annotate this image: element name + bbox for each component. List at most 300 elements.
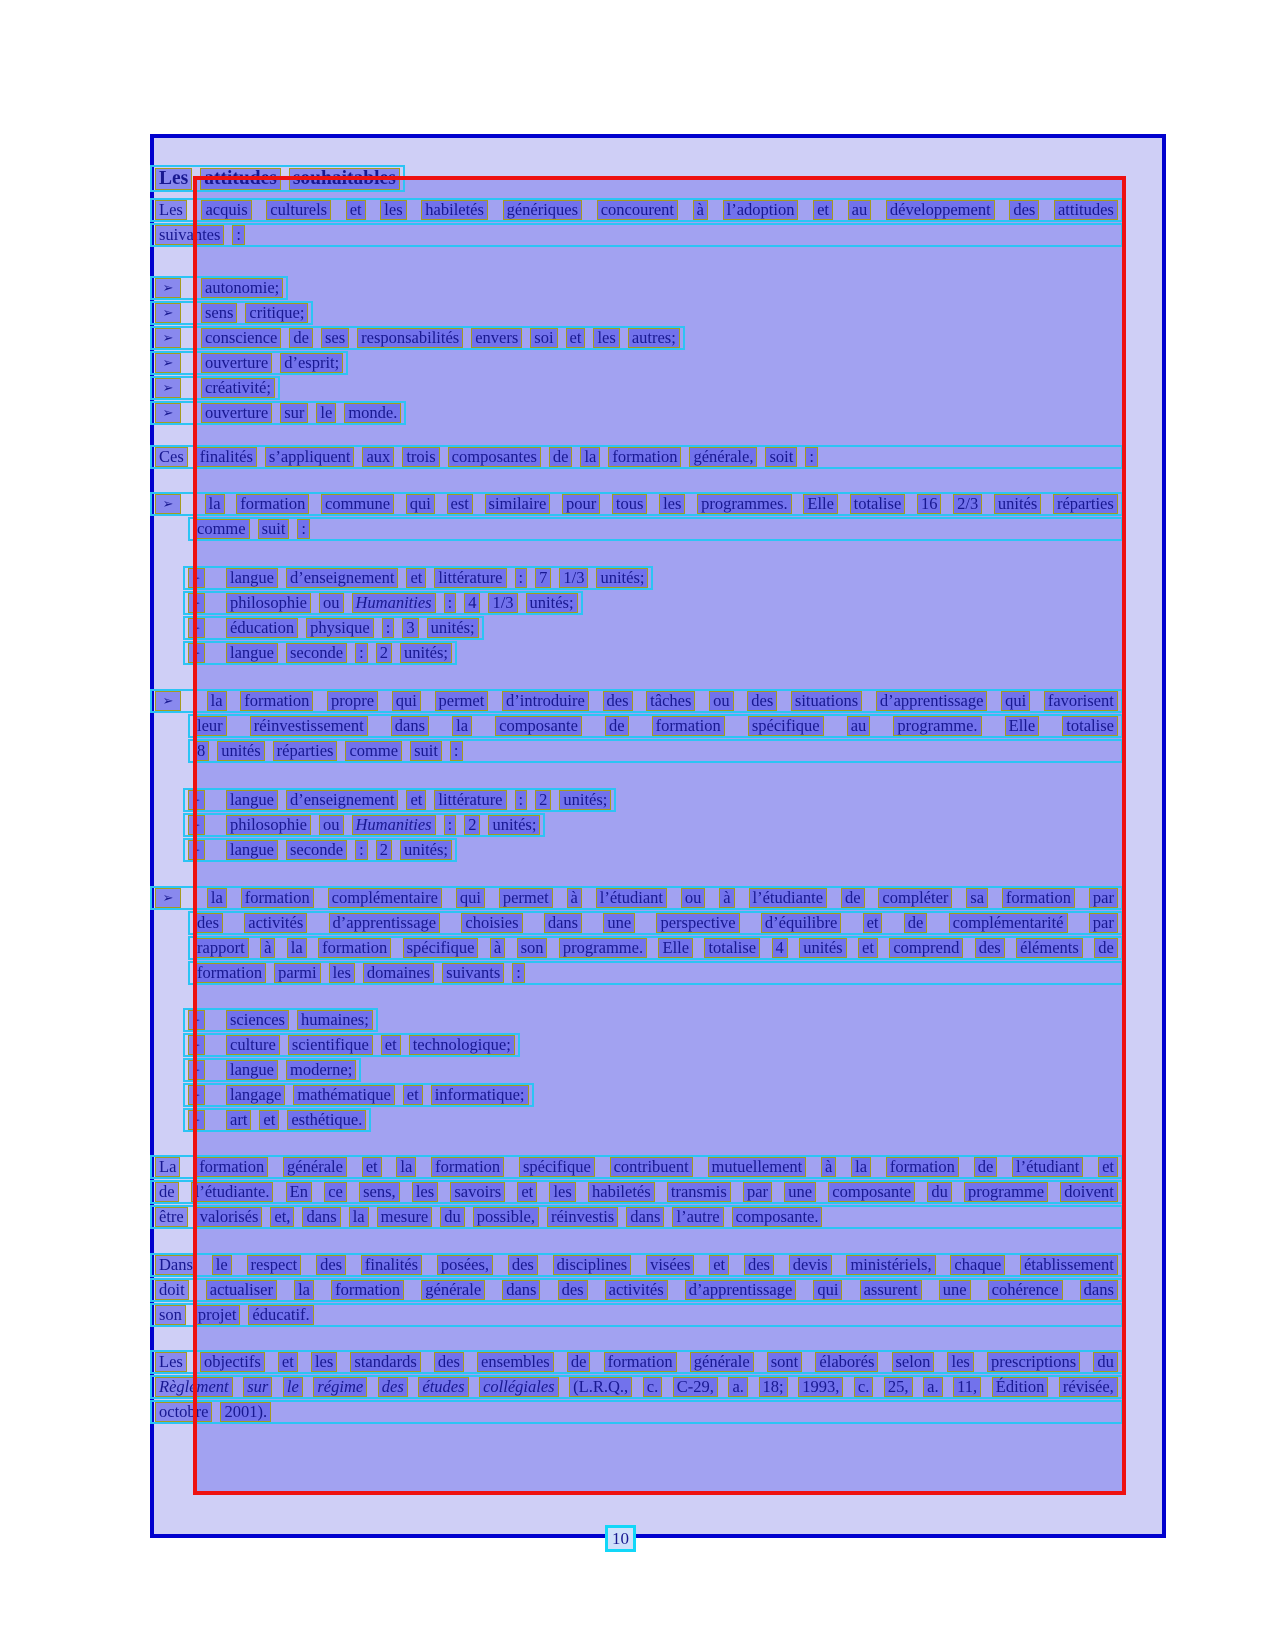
word-box: totalise	[704, 938, 760, 958]
word-box: permet	[435, 691, 489, 711]
word-box: 1/3	[488, 593, 517, 613]
text-line	[183, 591, 583, 615]
word-box: unités;	[427, 618, 479, 638]
word-box: et	[566, 328, 586, 348]
text-line	[150, 445, 1123, 469]
text-line	[150, 1180, 1123, 1204]
bullet-arrow-icon: ➢	[155, 353, 181, 373]
word-box: programme.	[893, 716, 981, 736]
word-box: habiletés	[421, 200, 488, 220]
text-line	[183, 813, 545, 837]
word-box: unités	[799, 938, 846, 958]
word-box: ou	[681, 888, 706, 908]
word-box: son	[155, 1305, 186, 1325]
block-objectifs	[150, 1350, 1123, 1425]
word-box: Humanities	[352, 593, 436, 613]
word-box: formation	[195, 1157, 268, 1177]
page-number-badge	[605, 1525, 636, 1552]
word-box: formation	[331, 1280, 404, 1300]
word-box: suivantes	[155, 225, 224, 245]
word-box: C-29,	[673, 1377, 718, 1397]
word-box: qui	[406, 494, 435, 514]
word-box: formation	[240, 691, 313, 711]
word-box: et	[1098, 1157, 1118, 1177]
word-box: la	[349, 1207, 369, 1227]
text-line	[183, 1108, 371, 1132]
word-box: rapport	[193, 938, 249, 958]
word-box: à	[719, 888, 734, 908]
word-box: (L.R.Q.,	[569, 1377, 632, 1397]
word-box: la	[207, 888, 227, 908]
word-box: activités	[244, 913, 307, 933]
word-box: développement	[886, 200, 995, 220]
block-propre-list	[183, 788, 616, 863]
bullet-arrow-icon: ➢	[188, 618, 205, 638]
word-box: tous	[612, 494, 648, 514]
word-box: des	[316, 1255, 346, 1275]
word-box: complémentarité	[949, 913, 1068, 933]
word-box: composante	[495, 716, 582, 736]
text-line	[150, 223, 1123, 247]
word-box: acquis	[201, 200, 251, 220]
word-box: :	[515, 790, 528, 810]
word-box: et	[406, 790, 426, 810]
word-box: savoirs	[450, 1182, 505, 1202]
word-box: dans	[391, 716, 429, 736]
word-box: unités;	[400, 643, 452, 663]
word-box: :	[355, 643, 368, 663]
word-box: physique	[306, 618, 374, 638]
word-box: pour	[562, 494, 600, 514]
word-box: La	[155, 1157, 180, 1177]
word-box: les	[593, 328, 619, 348]
word-box: formation	[241, 888, 314, 908]
word-box: sens	[201, 303, 237, 323]
word-box: ses	[321, 328, 349, 348]
word-box: trois	[402, 447, 439, 467]
word-box: respect	[247, 1255, 302, 1275]
word-box: totalise	[1062, 716, 1118, 736]
word-box: :	[450, 741, 463, 761]
word-box: réinvestis	[547, 1207, 618, 1227]
word-box: parmi	[274, 963, 321, 983]
word-box: Les	[155, 1352, 187, 1372]
word-box: c.	[854, 1377, 873, 1397]
word-box: projet	[194, 1305, 241, 1325]
block-formation-commune	[150, 492, 1123, 542]
word-box: générale	[421, 1280, 485, 1300]
word-box: ou	[709, 691, 734, 711]
word-box: les	[311, 1352, 337, 1372]
word-box: cohérence	[988, 1280, 1063, 1300]
word-box: unités;	[526, 593, 578, 613]
word-box: dans	[502, 1280, 540, 1300]
block-intro	[150, 198, 1123, 248]
word-box: chaque	[950, 1255, 1005, 1275]
block-complementaire-list	[183, 1008, 534, 1133]
word-box: :	[512, 963, 525, 983]
word-box: suit	[410, 741, 442, 761]
bullet-arrow-icon: ➢	[188, 1110, 205, 1130]
word-box: de	[567, 1352, 591, 1372]
word-box: unités;	[488, 815, 540, 835]
word-box: 25,	[884, 1377, 913, 1397]
word-box: d’apprentissage	[329, 913, 441, 933]
word-box: et	[259, 1110, 279, 1130]
word-box: spécifique	[748, 716, 824, 736]
word-box: de	[841, 888, 865, 908]
word-box: disciplines	[553, 1255, 632, 1275]
text-line	[183, 788, 616, 812]
word-box: finalités	[196, 447, 257, 467]
word-box: collégiales	[479, 1377, 558, 1397]
word-box: de	[605, 716, 629, 736]
word-box: est	[447, 494, 473, 514]
word-box: comme	[193, 519, 250, 539]
word-box: dans	[626, 1207, 664, 1227]
word-box: :	[382, 618, 395, 638]
text-line	[150, 351, 348, 375]
text-line	[150, 492, 1123, 516]
word-box: réparties	[273, 741, 338, 761]
word-box: l’étudiante	[749, 888, 828, 908]
word-box: technologique;	[409, 1035, 515, 1055]
word-box: de	[904, 913, 928, 933]
word-box: l’étudiante.	[191, 1182, 274, 1202]
word-box: langue	[226, 1060, 278, 1080]
bullet-arrow-icon: ➢	[188, 1060, 205, 1080]
word-box: être	[155, 1207, 188, 1227]
word-box: la	[294, 1280, 314, 1300]
word-box: langage	[226, 1085, 285, 1105]
word-box: responsabilités	[357, 328, 463, 348]
word-box: 2	[535, 790, 551, 810]
text-line	[150, 1155, 1123, 1179]
word-box: comprend	[889, 938, 963, 958]
word-box: qui	[1001, 691, 1030, 711]
word-box: conscience	[201, 328, 281, 348]
page-number: 10	[612, 1528, 629, 1548]
word-box: la	[452, 716, 472, 736]
text-line	[150, 326, 685, 350]
word-box: la	[580, 447, 600, 467]
word-box: scientifique	[288, 1035, 373, 1055]
word-box: a.	[728, 1377, 747, 1397]
word-box: formation	[608, 447, 681, 467]
word-box: d’enseignement	[286, 790, 398, 810]
word-box: les	[947, 1352, 973, 1372]
word-box: ouverture	[201, 403, 272, 423]
word-box: des	[744, 1255, 774, 1275]
bullet-arrow-icon: ➢	[188, 568, 205, 588]
word-box: d’enseignement	[286, 568, 398, 588]
word-box: :	[297, 519, 310, 539]
word-box: 4	[772, 938, 788, 958]
bullet-arrow-icon: ➢	[155, 403, 181, 423]
word-box: 2	[376, 840, 392, 860]
text-line	[150, 301, 313, 325]
word-box: révisée,	[1059, 1377, 1118, 1397]
word-box: :	[355, 840, 368, 860]
word-box: compléter	[878, 888, 952, 908]
word-box: langue	[226, 840, 278, 860]
word-box: mathématique	[293, 1085, 394, 1105]
word-box: l’étudiant	[596, 888, 667, 908]
word-box: unités;	[596, 568, 648, 588]
word-box: des	[508, 1255, 538, 1275]
word-box: possible,	[473, 1207, 539, 1227]
word-box: permet	[499, 888, 553, 908]
text-line	[150, 1400, 1123, 1424]
word-box: d’esprit;	[280, 353, 343, 373]
word-box: programmes.	[697, 494, 792, 514]
word-box: aux	[362, 447, 394, 467]
text-line	[188, 739, 1123, 763]
word-box: :	[444, 815, 457, 835]
word-box: concourent	[597, 200, 678, 220]
bullet-arrow-icon: ➢	[155, 494, 181, 514]
word-box: du	[440, 1207, 465, 1227]
text-line	[150, 1253, 1123, 1277]
bullet-arrow-icon: ➢	[155, 691, 181, 711]
word-box: des	[434, 1352, 464, 1372]
text-line	[188, 911, 1123, 935]
text-line	[150, 1375, 1123, 1399]
word-box: prescriptions	[987, 1352, 1080, 1372]
text-line	[150, 165, 405, 192]
text-line	[150, 276, 288, 300]
word-box: complémentaire	[328, 888, 442, 908]
word-box: humaines;	[297, 1010, 373, 1030]
word-box: générale,	[689, 447, 757, 467]
word-box: de	[974, 1157, 998, 1177]
word-box: commune	[321, 494, 394, 514]
text-line	[150, 689, 1123, 713]
word-box: éducatif.	[248, 1305, 313, 1325]
block-formation-propre	[150, 689, 1123, 764]
bullet-arrow-icon: ➢	[188, 840, 205, 860]
word-box: 7	[535, 568, 551, 588]
word-box: de	[289, 328, 313, 348]
word-box: langue	[226, 790, 278, 810]
word-box: réinvestissement	[250, 716, 368, 736]
word-box: visées	[646, 1255, 694, 1275]
word-box: des	[747, 691, 777, 711]
text-line	[188, 714, 1123, 738]
word-box: formation	[886, 1157, 959, 1177]
word-box: et	[406, 568, 426, 588]
word-box: 8	[193, 741, 209, 761]
text-line	[183, 838, 457, 862]
word-box: Elle	[658, 938, 693, 958]
bullet-arrow-icon: ➢	[188, 815, 205, 835]
word-box: et	[858, 938, 878, 958]
bullet-arrow-icon: ➢	[155, 303, 181, 323]
word-box: habiletés	[588, 1182, 655, 1202]
bullet-arrow-icon: ➢	[188, 643, 205, 663]
word-box: Les	[155, 168, 192, 190]
word-box: spécifique	[403, 938, 479, 958]
bullet-arrow-icon: ➢	[155, 328, 181, 348]
word-box: Règlement	[155, 1377, 233, 1397]
word-box: 4	[464, 593, 480, 613]
word-box: transmis	[667, 1182, 731, 1202]
word-box: unités;	[400, 840, 452, 860]
word-box: 1993,	[798, 1377, 843, 1397]
word-box: :	[805, 447, 818, 467]
word-box: activités	[605, 1280, 668, 1300]
word-box: ou	[319, 593, 344, 613]
text-line	[183, 1083, 534, 1107]
word-box: soi	[530, 328, 557, 348]
word-box: l’étudiant	[1012, 1157, 1083, 1177]
word-box: posées,	[437, 1255, 493, 1275]
word-box: esthétique.	[287, 1110, 366, 1130]
word-box: des	[558, 1280, 588, 1300]
word-box: similaire	[485, 494, 551, 514]
word-box: formation	[431, 1157, 504, 1177]
word-box: 1/3	[559, 568, 588, 588]
word-box: les	[329, 963, 355, 983]
word-box: qui	[456, 888, 485, 908]
word-box: selon	[892, 1352, 935, 1372]
word-box: une	[603, 913, 635, 933]
word-box: sur	[243, 1377, 272, 1397]
word-box: et	[381, 1035, 401, 1055]
word-box: suit	[258, 519, 290, 539]
word-box: philosophie	[226, 815, 311, 835]
word-box: son	[517, 938, 548, 958]
word-box: l’autre	[672, 1207, 723, 1227]
word-box: régime	[313, 1377, 367, 1397]
word-box: ouverture	[201, 353, 272, 373]
word-box: sont	[767, 1352, 803, 1372]
word-box: moderne;	[286, 1060, 356, 1080]
word-box: et,	[270, 1207, 294, 1227]
text-line	[183, 1008, 378, 1032]
word-box: 2	[464, 815, 480, 835]
word-box: propre	[327, 691, 378, 711]
word-box: par	[1089, 913, 1118, 933]
word-box: critique;	[245, 303, 308, 323]
word-box: Elle	[803, 494, 838, 514]
word-box: octobre	[155, 1402, 212, 1422]
text-line	[188, 961, 1123, 985]
text-line	[150, 198, 1123, 222]
word-box: la	[287, 938, 307, 958]
word-box: dans	[1080, 1280, 1118, 1300]
word-box: formation	[1002, 888, 1075, 908]
word-box: mutuellement	[708, 1157, 807, 1177]
text-line	[150, 1278, 1123, 1302]
block-formation-complementaire	[150, 886, 1123, 986]
word-box: éléments	[1016, 938, 1083, 958]
word-box: 3	[402, 618, 418, 638]
word-box: à	[693, 200, 708, 220]
text-line	[150, 1205, 1123, 1229]
word-box: suivants	[442, 963, 504, 983]
word-box: langue	[226, 568, 278, 588]
word-box: et	[278, 1352, 298, 1372]
word-box: 2/3	[953, 494, 982, 514]
word-box: formation	[193, 963, 266, 983]
word-box: ensembles	[477, 1352, 554, 1372]
word-box: soit	[765, 447, 797, 467]
word-box: éducation	[226, 618, 298, 638]
word-box: devis	[789, 1255, 832, 1275]
word-box: qui	[813, 1280, 842, 1300]
word-box: qui	[392, 691, 421, 711]
word-box: :	[444, 593, 457, 613]
word-box: unités	[994, 494, 1041, 514]
word-box: choisies	[461, 913, 522, 933]
word-box: Édition	[992, 1377, 1049, 1397]
word-box: :	[515, 568, 528, 588]
word-box: des	[378, 1377, 408, 1397]
word-box: actualiser	[206, 1280, 277, 1300]
word-box: domaines	[363, 963, 434, 983]
word-box: à	[821, 1157, 836, 1177]
word-box: philosophie	[226, 593, 311, 613]
word-box: à	[260, 938, 275, 958]
bullet-arrow-icon: ➢	[155, 378, 181, 398]
word-box: générale	[283, 1157, 347, 1177]
word-box: ministériels,	[846, 1255, 935, 1275]
word-box: mesure	[377, 1207, 433, 1227]
word-box: situations	[791, 691, 862, 711]
word-box: monde.	[344, 403, 401, 423]
word-box: c.	[643, 1377, 662, 1397]
word-box: culturels	[266, 200, 331, 220]
word-box: standards	[350, 1352, 420, 1372]
word-box: des	[603, 691, 633, 711]
word-box: et	[362, 1157, 382, 1177]
word-box: les	[380, 200, 406, 220]
text-line	[183, 1033, 520, 1057]
word-box: et	[813, 200, 833, 220]
word-box: d’équilibre	[761, 913, 841, 933]
bullet-arrow-icon: ➢	[188, 1085, 205, 1105]
word-box: une	[939, 1280, 971, 1300]
word-box: En	[286, 1182, 312, 1202]
word-box: s’appliquent	[265, 447, 355, 467]
word-box: autonomie;	[201, 278, 283, 298]
text-line	[150, 401, 406, 425]
word-box: d’apprentissage	[876, 691, 988, 711]
word-box: réparties	[1053, 494, 1118, 514]
word-box: études	[418, 1377, 468, 1397]
word-box: contribuent	[610, 1157, 693, 1177]
block-respect	[150, 1253, 1123, 1328]
word-box: 18;	[759, 1377, 788, 1397]
bullet-arrow-icon: ➢	[188, 593, 205, 613]
word-box: les	[659, 494, 685, 514]
word-box: langue	[226, 643, 278, 663]
word-box: le	[283, 1377, 303, 1397]
word-box: au	[847, 716, 871, 736]
word-box: génériques	[503, 200, 582, 220]
word-box: établissement	[1020, 1255, 1118, 1275]
word-box: composantes	[448, 447, 541, 467]
word-box: 16	[917, 494, 942, 514]
word-box: culture	[226, 1035, 280, 1055]
word-box: à	[490, 938, 505, 958]
word-box: :	[232, 225, 245, 245]
word-box: et	[863, 913, 883, 933]
text-line	[183, 1058, 361, 1082]
word-box: et	[346, 200, 366, 220]
word-box: seconde	[286, 643, 347, 663]
